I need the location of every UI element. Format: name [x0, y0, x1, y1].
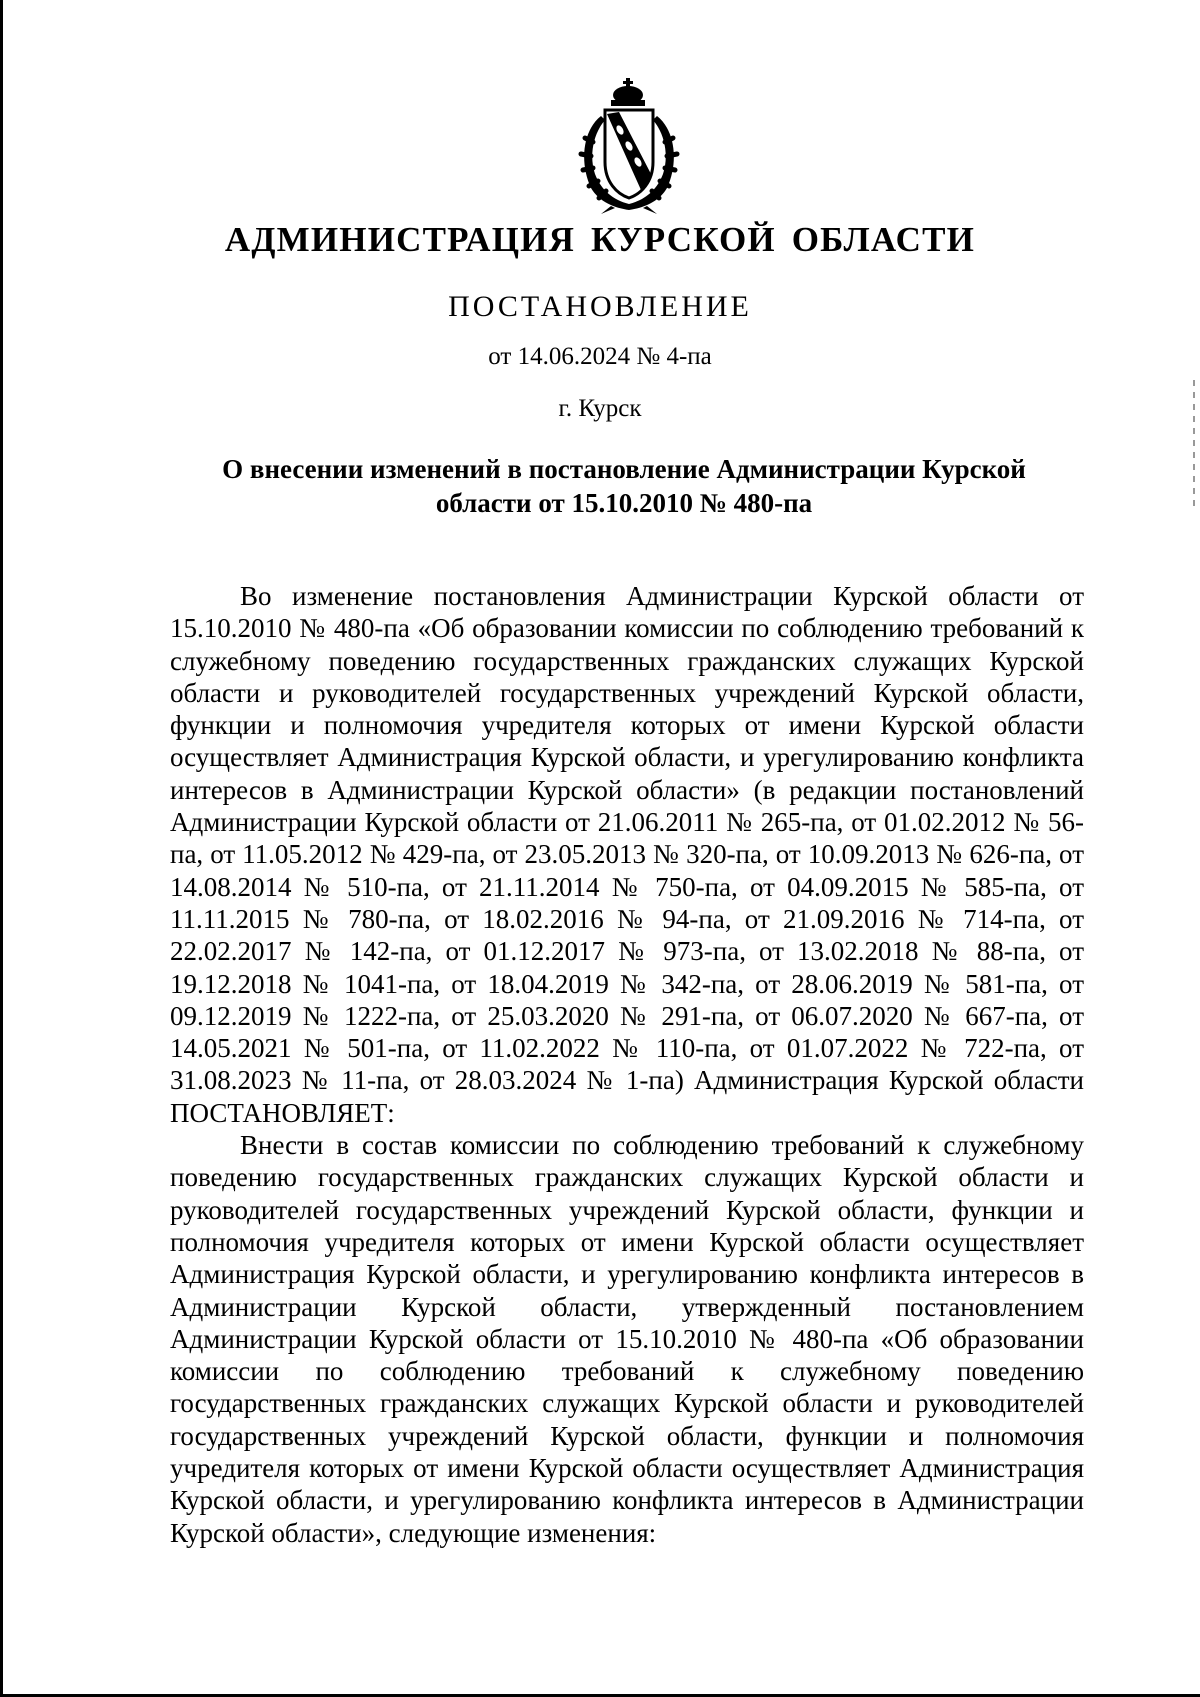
- document-subject-line-2: области от 15.10.2010 № 480-па: [435, 488, 813, 518]
- body-paragraph-2: Внести в состав комиссии по соблюдению требований к служебному поведению государственных гражданских служащих Курской области и руководителей государственных учреждений Курской области, функции и полномочия учредителя которых от имени Курской области осуществляет Администрация Курской области, и урегулированию конфликта интересов в Администрации Курской области, утвержденный постановлением Администрации Курской области от 15.10.2010 № 480-па «Об образовании комиссии по соблюдению требований к служебному поведению государственных гражданских служащих Курской области и руководителей государственных учреждений Курской области, функции и полномочия учредителя которых от имени Курской области осуществляет Администрация Курской области, и урегулированию конфликта интересов в Администрации Курской области», следующие изменения:: [170, 1130, 1084, 1548]
- document-date-number: от 14.06.2024 № 4-па: [488, 343, 712, 370]
- document-subject-line-1: О внесении изменений в постановление Администрации Курской: [222, 454, 1026, 484]
- document-type: ПОСТАНОВЛЕНИЕ: [448, 290, 752, 323]
- document-body: [170, 580, 1084, 1549]
- document-place: г. Курск: [558, 395, 642, 422]
- organization-title: АДМИНИСТРАЦИЯ КУРСКОЙ ОБЛАСТИ: [224, 220, 976, 259]
- document-subject: [170, 452, 1078, 520]
- body-paragraph-1: Во изменение постановления Администрации Курской области от 15.10.2010 № 480-па «Об образовании комиссии по соблюдению требований к служебному поведению государственных гражданских служащих Курской области и руководителей государственных учреждений Курской области, функции и полномочия учредителя которых от имени Курской области осуществляет Администрация Курской области, и урегулированию конфликта интересов в Администрации Курской области» (в редакции постановлений Администрации Курской области от 21.06.2011 № 265-па, от 01.02.2012 № 56-па, от 11.05.2012 № 429-па, от 23.05.2013 № 320-па, от 10.09.2013 № 626-па, от 14.08.2014 № 510-па, от 21.11.2014 № 750-па, от 04.09.2015 № 585-па, от 11.11.2015 № 780-па, от 18.02.2016 № 94-па, от 21.09.2016 № 714-па, от 22.02.2017 № 142-па, от 01.12.2017 № 973-па, от 13.02.2018 № 88-па, от 19.12.2018 № 1041-па, от 18.04.2019 № 342-па, от 28.06.2019 № 581-па, от 09.12.2019 № 1222-па, от 25.03.2020 № 291-па, от 06.07.2020 № 667-па, от 14.05.2021 № 501-па, от 11.02.2022 № 110-па, от 01.07.2022 № 722-па, от 31.08.2023 № 11-па, от 28.03.2024 № 1-па) Администрация Курской области ПОСТАНОВЛЯЕТ:: [170, 581, 1084, 1128]
- kursk-coat-of-arms-icon: [571, 78, 695, 214]
